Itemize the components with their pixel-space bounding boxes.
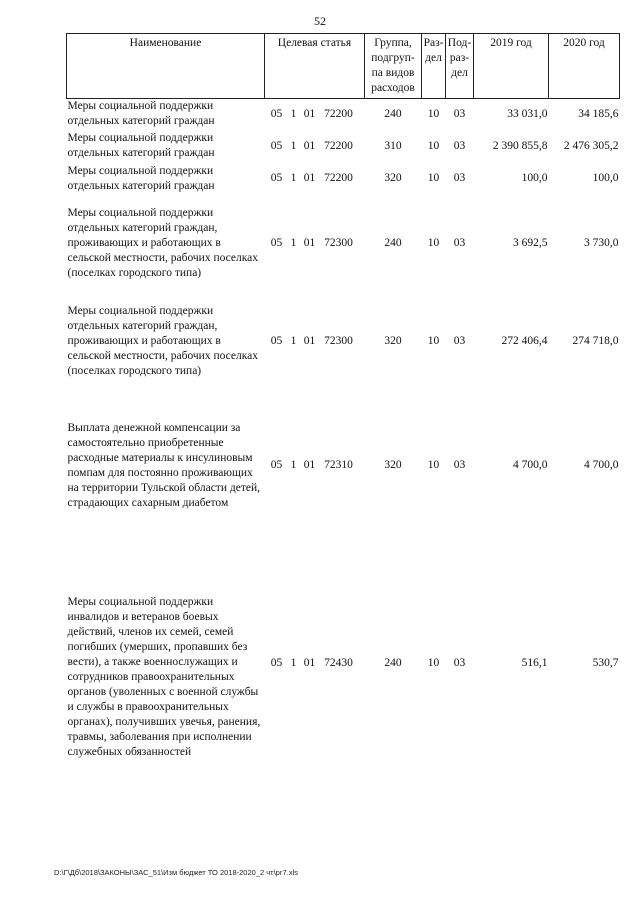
row-name: Выплата денежной компенсации за самостоятельно приобретенные расходные материалы к инсулиновым помпам для постоянно проживающих на территории Тульской области детей, страдающих сахарным диабетом (67, 421, 260, 509)
cs-direction: 72200 (324, 107, 353, 120)
cs-subprogram: 1 (290, 172, 297, 184)
row-group: 310 (384, 139, 402, 152)
row-value-2019: 4 700,0 (513, 459, 548, 471)
row-subsection: 03 (453, 237, 466, 249)
cs-direction: 72300 (324, 335, 353, 347)
budget-table (66, 33, 620, 787)
row-section: 10 (427, 172, 440, 184)
header-name: Наименование (67, 34, 265, 99)
row-section: 10 (427, 237, 440, 249)
page-number: 52 (314, 14, 326, 28)
row-value-2019: 100,0 (521, 172, 548, 184)
cs-event: 01 (303, 657, 316, 669)
row-target-article (265, 541, 365, 787)
row-name: Меры социальной поддержки инвалидов и ветеранов боевых действий, членов их семей, семей погибших (умерших, пропавших без вести), а также военнослужащих и сотрудников правоохранительных органов (уволенных с военной службы и службы в правоохранительных органах), получивших увечья, ранения, травмы, заболевания при исполнении служебных обязанностей (67, 596, 261, 758)
cs-subprogram: 1 (290, 657, 297, 669)
footer-file-path: D:\Г\Дб\2018\ЗАКОНЫ\ЗАС_51\Изм бюджет ТО 2018-2020_2 чт\рг7.xls (54, 868, 298, 877)
cs-direction: 72310 (324, 459, 353, 471)
row-group: 320 (384, 172, 402, 184)
table-row (67, 195, 620, 293)
cs-event: 01 (303, 107, 316, 120)
cs-event: 01 (303, 237, 316, 249)
row-value-2020: 274 718,0 (572, 335, 619, 347)
row-subsection: 03 (453, 657, 466, 669)
row-group: 240 (384, 107, 402, 120)
row-name: Меры социальной поддержки отдельных категорий граждан, проживающих и работающих в сельской местности, рабочих поселках (поселках городского типа) (67, 305, 259, 377)
row-value-2019: 33 031,0 (507, 107, 548, 120)
row-value-2019: 516,1 (521, 657, 548, 669)
table-row (67, 99, 620, 130)
row-group: 320 (384, 335, 402, 347)
row-section: 10 (427, 335, 440, 347)
cs-program: 05 (270, 335, 283, 347)
cs-direction: 72430 (324, 657, 353, 669)
cs-event: 01 (303, 172, 316, 184)
row-subsection: 03 (453, 172, 466, 184)
row-value-2019: 272 406,4 (501, 335, 548, 347)
header-expense-group: Группа, подгруп-па видов расходов (365, 34, 422, 99)
header-target-article: Целевая статья (265, 34, 365, 99)
table-row (67, 541, 620, 787)
row-target-article (265, 99, 365, 130)
cs-event: 01 (303, 459, 316, 471)
row-value-2019: 3 692,5 (513, 237, 548, 249)
row-name: Меры социальной поддержки отдельных категорий граждан (67, 164, 215, 192)
cs-direction: 72300 (324, 237, 353, 249)
row-section: 10 (427, 139, 440, 152)
row-value-2020: 3 730,0 (584, 237, 619, 249)
table-row (67, 391, 620, 541)
cs-program: 05 (270, 237, 283, 249)
row-target-article (265, 163, 365, 195)
table-row (67, 130, 620, 163)
cs-event: 01 (303, 335, 316, 347)
row-value-2020: 4 700,0 (584, 459, 619, 471)
row-target-article (265, 293, 365, 391)
header-section: Раз-дел (422, 34, 446, 99)
row-name: Меры социальной поддержки отдельных категорий граждан (67, 100, 215, 128)
cs-direction: 72200 (324, 139, 353, 152)
table-row (67, 163, 620, 195)
table-row (67, 293, 620, 391)
row-value-2020: 530,7 (592, 657, 619, 669)
cs-program: 05 (270, 172, 283, 184)
row-section: 10 (427, 657, 440, 669)
header-year-2020: 2020 год (549, 34, 620, 99)
table-header-row (67, 34, 620, 99)
row-value-2019: 2 390 855,8 (492, 139, 548, 152)
row-subsection: 03 (453, 107, 466, 120)
cs-subprogram: 1 (290, 459, 297, 471)
row-target-article (265, 130, 365, 163)
row-section: 10 (427, 107, 440, 120)
header-subsection: Под-раз-дел (446, 34, 474, 99)
row-section: 10 (427, 459, 440, 471)
header-year-2019: 2019 год (474, 34, 549, 99)
cs-subprogram: 1 (290, 335, 297, 347)
row-group: 240 (384, 657, 402, 669)
row-subsection: 03 (453, 459, 466, 471)
cs-subprogram: 1 (290, 107, 297, 120)
row-group: 320 (384, 459, 402, 471)
row-subsection: 03 (453, 139, 466, 152)
row-value-2020: 34 185,6 (578, 107, 619, 120)
cs-event: 01 (303, 139, 316, 152)
cs-subprogram: 1 (290, 139, 297, 152)
row-subsection: 03 (453, 335, 466, 347)
row-target-article (265, 391, 365, 541)
cs-subprogram: 1 (290, 237, 297, 249)
cs-program: 05 (270, 459, 283, 471)
cs-program: 05 (270, 139, 283, 152)
row-group: 240 (384, 237, 402, 249)
row-name: Меры социальной поддержки отдельных категорий граждан (67, 132, 215, 159)
row-name: Меры социальной поддержки отдельных категорий граждан, проживающих и работающих в сельской местности, рабочих поселках (поселках городского типа) (67, 207, 259, 279)
row-target-article (265, 195, 365, 293)
cs-program: 05 (270, 657, 283, 669)
cs-direction: 72200 (324, 172, 353, 184)
row-value-2020: 100,0 (592, 172, 619, 184)
cs-program: 05 (270, 107, 283, 120)
row-value-2020: 2 476 305,2 (563, 139, 619, 152)
